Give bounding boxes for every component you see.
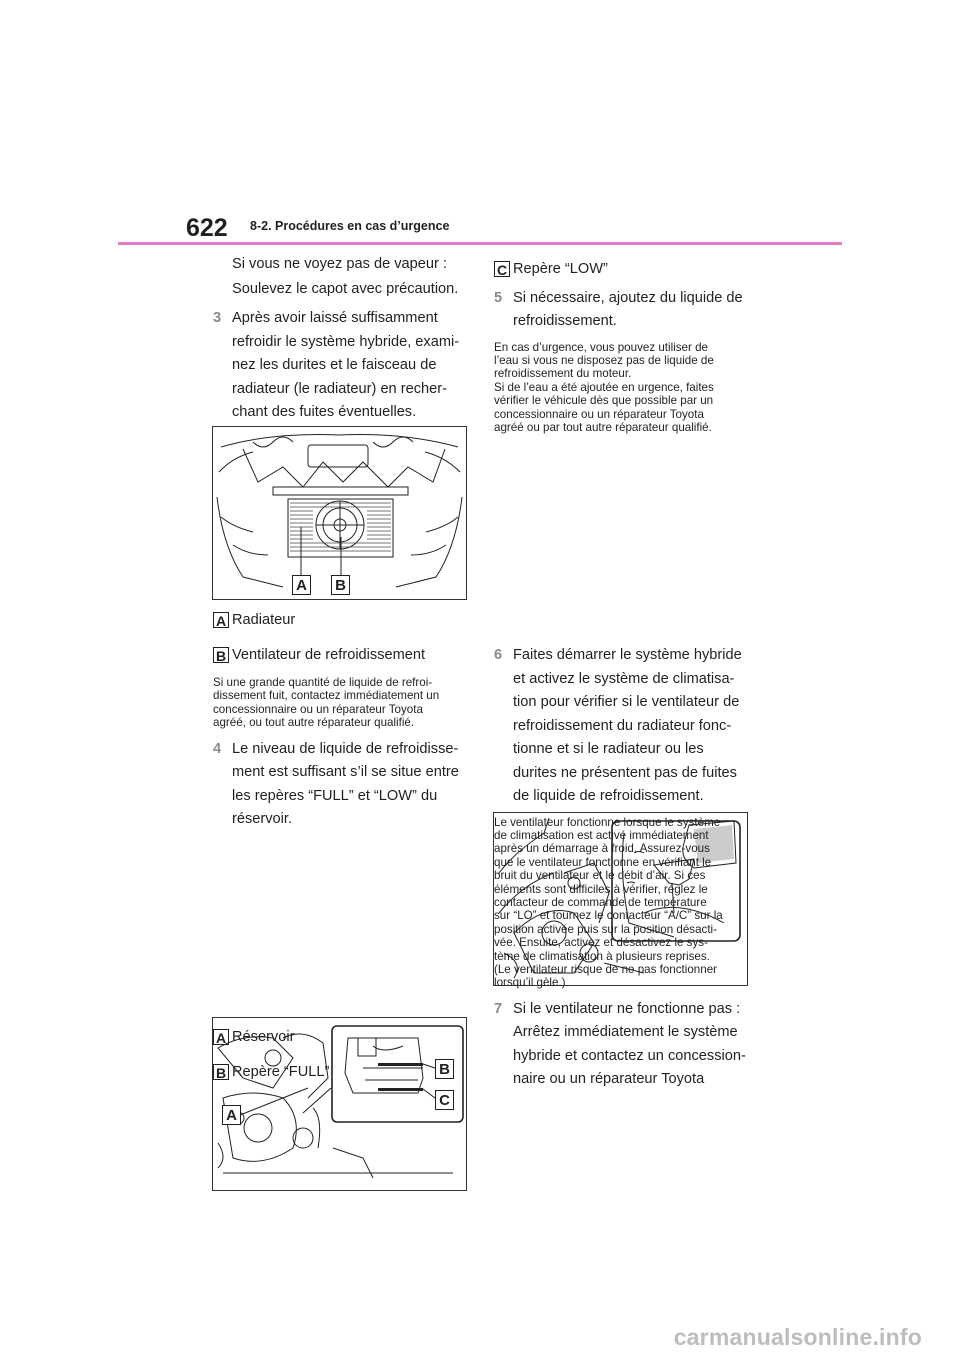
figure-label-b: B — [435, 1059, 454, 1079]
legend-text: Repère “FULL” — [232, 1063, 330, 1080]
step-number: 7 — [494, 1000, 503, 1017]
note-fan-operation — [494, 816, 750, 990]
step-6-line: tion pour vérifier si le ventilateur de — [513, 694, 740, 710]
step-3-line: refroidir le système hybride, exami- — [232, 333, 460, 350]
step-6-line: de liquide de refroidissement. — [513, 788, 704, 804]
watermark: carmanualsonline.info — [673, 1324, 922, 1350]
step-6 — [494, 644, 750, 809]
step-3-line: nez les durites et le faisceau de — [232, 357, 437, 373]
legend-item-full — [213, 1061, 469, 1085]
intro-line-1: Si vous ne voyez pas de vapeur : — [232, 256, 447, 272]
step-3-line: radiateur (le radiateur) en recher- — [232, 380, 447, 397]
step-6-line: et activez le système de climatisa- — [513, 670, 735, 687]
step-5-line: refroidissement. — [513, 313, 617, 329]
note-line: après un démarrage à froid. Assurez-vous — [494, 842, 710, 856]
marker-b: B — [213, 1064, 229, 1080]
section-title: 8-2. Procédures en cas d’urgence — [250, 219, 450, 233]
figure-label-b: B — [331, 575, 350, 595]
note-line: position activée puis sur la position désacti- — [494, 922, 717, 936]
step-5-line: Si nécessaire, ajoutez du liquide de — [513, 289, 743, 306]
marker-b: B — [213, 647, 229, 663]
step-4 — [213, 738, 469, 832]
note-line: vérifier le véhicule dès que possible par un — [494, 394, 714, 408]
note-line: agréé, ou tout autre réparateur qualifié. — [213, 716, 415, 730]
step-7-line: Si le ventilateur ne fonctionne pas : — [513, 1000, 741, 1017]
step-6-line: Faites démarrer le système hybride — [513, 647, 742, 663]
legend-text: Réservoir — [232, 1029, 295, 1045]
step-6-line: tionne et si le radiateur ou les — [513, 741, 704, 757]
note-line: bruit du ventilateur et le débit d’air. Si ces — [494, 869, 706, 883]
right-column-lower — [494, 640, 750, 1092]
note-line: l’eau si vous ne disposez pas de liquide de — [494, 353, 714, 367]
step-5 — [494, 287, 750, 334]
step-7-line: naire ou un réparateur Toyota — [513, 1071, 705, 1088]
step-4-line: Le niveau de liquide de refroidisse- — [232, 740, 459, 757]
figure-label-c: C — [435, 1090, 454, 1110]
step-7 — [494, 998, 750, 1092]
page-number: 622 — [186, 214, 228, 242]
step-number: 4 — [213, 740, 222, 757]
note-line: Le ventilateur fonctionne lorsque le système — [494, 815, 721, 829]
note-line: contacteur de commande de température — [494, 895, 707, 909]
step-4-line: ment est suffisant s’il se situe entre — [232, 764, 459, 781]
note-line: dissement fuit, contactez immédiatement un — [213, 689, 440, 703]
note-line: agréé ou par tout autre réparateur qualifié. — [494, 420, 712, 434]
step-6-line: durites ne présentent pas de fuites — [513, 764, 737, 781]
note-line: (Le ventilateur risque de ne pas fonctionner — [494, 962, 717, 976]
note-line: que le ventilateur fonctionne en vérifiant le — [494, 855, 712, 869]
note-line: Si de l’eau a été ajoutée en urgence, faites — [494, 380, 714, 394]
legend-item-radiator — [213, 609, 469, 633]
legend-item-fan — [213, 644, 469, 668]
note-line: concessionnaire ou un réparateur Toyota — [494, 407, 704, 421]
note-line: En cas d’urgence, vous pouvez utiliser de — [494, 340, 708, 354]
left-column-bottom — [213, 1026, 469, 1084]
marker-c: C — [494, 261, 510, 277]
note-line: sur “LO” et tournez le contacteur “A/C” sur la — [494, 909, 723, 923]
step-3-line: chant des fuites éventuelles. — [232, 404, 417, 420]
note-line: de climatisation est activé immédiatement — [494, 828, 709, 842]
note-line: concessionnaire ou un réparateur Toyota — [213, 702, 423, 716]
right-column — [494, 258, 750, 434]
left-column — [213, 253, 469, 425]
figure-label-a: A — [222, 1105, 241, 1125]
marker-a: A — [213, 612, 229, 628]
note-line: Si une grande quantité de liquide de refroi- — [213, 676, 433, 689]
note-line: éléments sont difficiles à vérifier, réglez le — [494, 882, 708, 896]
step-7-line: hybride et contactez un concession- — [513, 1047, 746, 1064]
step-number: 6 — [494, 647, 503, 663]
step-7-line: Arrêtez immédiatement le système — [513, 1024, 738, 1041]
step-number: 5 — [494, 289, 503, 306]
step-4-line: réservoir. — [232, 811, 293, 828]
figure-label-a: A — [292, 575, 311, 595]
legend-item-reservoir — [213, 1026, 469, 1050]
radiator-figure — [212, 426, 467, 600]
marker-a: A — [213, 1029, 229, 1045]
legend-text: Ventilateur de refroidissement — [232, 646, 426, 663]
intro-line-2: Soulevez le capot avec précaution. — [232, 280, 459, 297]
header-rule — [118, 242, 842, 245]
step-6-line: refroidissement du radiateur fonc- — [513, 717, 732, 734]
legend-text: Repère “LOW” — [513, 261, 608, 277]
note-line: refroidissement du moteur. — [494, 367, 632, 381]
note-line: lorsqu’il gèle.) — [494, 976, 566, 990]
note-coolant-leak — [213, 676, 469, 730]
legend-text: Radiateur — [232, 612, 296, 628]
note-line: tème de climatisation à plusieurs reprises. — [494, 949, 710, 963]
engine-bay-illustration — [213, 427, 466, 599]
note-emergency-water — [494, 341, 750, 435]
note-line: vée. Ensuite, activez et désactivez le sys- — [494, 936, 708, 950]
step-3 — [213, 307, 469, 425]
step-number: 3 — [213, 310, 222, 326]
left-column-lower — [213, 609, 469, 832]
step-3-line: Après avoir laissé suffisamment — [232, 310, 438, 326]
legend-item-low — [494, 258, 750, 282]
step-4-line: les repères “FULL” et “LOW” du — [232, 787, 438, 804]
